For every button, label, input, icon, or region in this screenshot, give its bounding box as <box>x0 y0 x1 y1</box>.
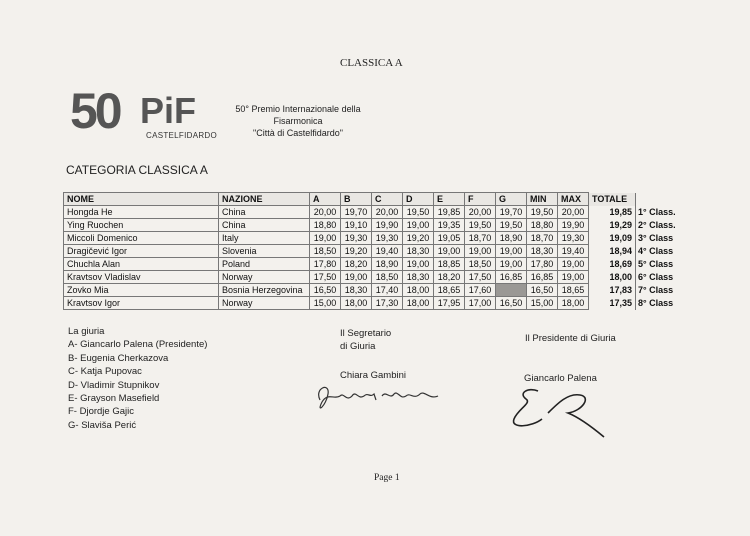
secretary-role-line: di Giuria <box>340 341 376 352</box>
score-cell: 19,20 <box>341 245 372 258</box>
table-row <box>64 258 680 271</box>
score-cell: 19,90 <box>372 219 403 232</box>
participant-nation: Bosnia Herzegovina <box>219 284 310 297</box>
jury-member: F- Djordje Gajic <box>68 406 134 418</box>
max-score: 19,00 <box>558 258 589 271</box>
participant-name: Miccoli Domenico <box>64 232 219 245</box>
col-header-max: MAX <box>558 193 589 206</box>
min-score: 17,80 <box>527 258 558 271</box>
col-header-a: A <box>310 193 341 206</box>
col-header-f: F <box>465 193 496 206</box>
secretary-signature <box>310 378 450 418</box>
score-cell: 18,00 <box>403 284 434 297</box>
category-title: CATEGORIA CLASSICA A <box>66 163 208 177</box>
col-header-b: B <box>341 193 372 206</box>
score-cell: 19,30 <box>372 232 403 245</box>
participant-name: Kravtsov Vladislav <box>64 271 219 284</box>
max-score: 18,00 <box>558 297 589 310</box>
min-score: 18,80 <box>527 219 558 232</box>
results-header-row <box>64 193 680 206</box>
score-cell: 16,50 <box>310 284 341 297</box>
min-score: 18,30 <box>527 245 558 258</box>
total-score: 18,69 <box>589 258 636 271</box>
secretary-name: Chiara Gambini <box>340 370 406 381</box>
col-header-e: E <box>434 193 465 206</box>
score-cell: 18,90 <box>372 258 403 271</box>
score-cell: 18,50 <box>310 245 341 258</box>
score-cell: 19,10 <box>341 219 372 232</box>
secretary-role-line: Il Segretario <box>340 328 392 339</box>
min-score: 15,00 <box>527 297 558 310</box>
score-cell: 19,50 <box>496 219 527 232</box>
score-cell: 18,20 <box>341 258 372 271</box>
score-cell: 19,00 <box>465 245 496 258</box>
score-cell: 19,30 <box>341 232 372 245</box>
score-cell: 18,90 <box>496 232 527 245</box>
total-score: 19,09 <box>589 232 636 245</box>
col-header-g: G <box>496 193 527 206</box>
score-cell: 18,50 <box>372 271 403 284</box>
total-score: 17,83 <box>589 284 636 297</box>
jury-member: B- Eugenia Cherkazova <box>68 352 169 364</box>
score-cell: 19,40 <box>372 245 403 258</box>
total-score: 19,85 <box>589 206 636 219</box>
score-cell: 19,50 <box>403 206 434 219</box>
ranking: 2° Class. <box>638 220 676 230</box>
table-row <box>64 232 680 245</box>
score-cell: 19,70 <box>341 206 372 219</box>
score-cell <box>496 284 527 297</box>
score-cell: 17,80 <box>310 258 341 271</box>
score-cell: 19,00 <box>496 245 527 258</box>
participant-name: Kravtsov Igor <box>64 297 219 310</box>
jury-list <box>68 325 207 432</box>
score-cell: 17,40 <box>372 284 403 297</box>
participant-name: Hongda He <box>64 206 219 219</box>
festival-logo <box>68 82 218 144</box>
ranking: 3° Class <box>638 233 674 243</box>
results-body <box>64 206 680 310</box>
score-cell: 20,00 <box>310 206 341 219</box>
ranking: 1° Class. <box>638 207 676 217</box>
table-row <box>64 219 680 232</box>
col-header-c: C <box>372 193 403 206</box>
score-cell: 19,05 <box>434 232 465 245</box>
score-cell: 18,65 <box>434 284 465 297</box>
score-cell: 18,30 <box>403 245 434 258</box>
president-name: Giancarlo Palena <box>524 373 597 384</box>
results-table <box>63 192 680 310</box>
score-cell: 19,35 <box>434 219 465 232</box>
col-header-min: MIN <box>527 193 558 206</box>
score-cell: 16,50 <box>496 297 527 310</box>
score-cell: 19,50 <box>465 219 496 232</box>
score-cell: 18,85 <box>434 258 465 271</box>
participant-nation: Poland <box>219 258 310 271</box>
min-score: 19,50 <box>527 206 558 219</box>
col-header-d: D <box>403 193 434 206</box>
score-cell: 15,00 <box>310 297 341 310</box>
participant-name: Dragičević Igor <box>64 245 219 258</box>
score-cell: 17,50 <box>465 271 496 284</box>
table-row <box>64 245 680 258</box>
jury-title: La giuria <box>68 326 105 337</box>
score-cell: 19,00 <box>341 271 372 284</box>
event-title <box>218 103 378 139</box>
jury-member: A- Giancarlo Palena (Presidente) <box>68 339 208 351</box>
total-score: 18,94 <box>589 245 636 258</box>
score-cell: 18,20 <box>434 271 465 284</box>
president-role: Il Presidente di Giuria <box>525 333 616 344</box>
participant-nation: Italy <box>219 232 310 245</box>
logo-subtitle: CASTELFIDARDO <box>146 131 218 140</box>
participant-nation: Slovenia <box>219 245 310 258</box>
score-cell: 17,95 <box>434 297 465 310</box>
table-row <box>64 206 680 219</box>
secretary-role <box>340 327 391 353</box>
max-score: 18,65 <box>558 284 589 297</box>
ranking: 4° Class <box>638 246 674 256</box>
score-cell: 17,30 <box>372 297 403 310</box>
score-cell: 18,50 <box>465 258 496 271</box>
score-cell: 18,00 <box>341 297 372 310</box>
table-row <box>64 284 680 297</box>
score-cell: 16,85 <box>496 271 527 284</box>
max-score: 19,00 <box>558 271 589 284</box>
jury-member: G- Slaviša Perić <box>68 419 137 431</box>
max-score: 19,90 <box>558 219 589 232</box>
score-cell: 17,60 <box>465 284 496 297</box>
score-cell: 19,20 <box>403 232 434 245</box>
jury-member: E- Grayson Masefield <box>68 393 160 405</box>
participant-nation: China <box>219 206 310 219</box>
participant-nation: Norway <box>219 271 310 284</box>
ranking: 6° Class <box>638 272 674 282</box>
event-title-line: "Città di Castelfidardo" <box>253 128 343 138</box>
score-cell: 18,80 <box>310 219 341 232</box>
score-cell: 20,00 <box>372 206 403 219</box>
event-title-line: 50° Premio Internazionale della <box>235 104 361 114</box>
participant-name: Zovko Mia <box>64 284 219 297</box>
score-cell: 19,70 <box>496 206 527 219</box>
max-score: 19,40 <box>558 245 589 258</box>
score-cell: 19,00 <box>496 258 527 271</box>
logo-number: 50 <box>70 83 120 139</box>
document-header: CLASSICA A <box>340 57 403 69</box>
score-cell: 18,00 <box>403 297 434 310</box>
score-cell: 19,00 <box>434 245 465 258</box>
col-header-name: NOME <box>64 193 219 206</box>
score-cell: 19,00 <box>310 232 341 245</box>
participant-name: Ying Ruochen <box>64 219 219 232</box>
page-number: Page 1 <box>374 473 400 483</box>
score-cell: 18,70 <box>465 232 496 245</box>
min-score: 16,50 <box>527 284 558 297</box>
min-score: 18,70 <box>527 232 558 245</box>
total-score: 18,00 <box>589 271 636 284</box>
table-row <box>64 271 680 284</box>
total-score: 19,29 <box>589 219 636 232</box>
min-score: 16,85 <box>527 271 558 284</box>
total-score: 17,35 <box>589 297 636 310</box>
score-cell: 18,30 <box>341 284 372 297</box>
score-cell: 17,00 <box>465 297 496 310</box>
logo-letters: PiF <box>140 90 197 131</box>
score-cell: 19,00 <box>403 219 434 232</box>
col-header-total: TOTALE <box>589 193 636 206</box>
score-cell: 20,00 <box>465 206 496 219</box>
col-header-rank <box>636 193 680 206</box>
max-score: 19,30 <box>558 232 589 245</box>
max-score: 20,00 <box>558 206 589 219</box>
ranking: 5° Class <box>638 259 674 269</box>
jury-member: C- Katja Pupovac <box>68 366 142 378</box>
event-title-line: Fisarmonica <box>273 116 323 126</box>
participant-name: Chuchla Alan <box>64 258 219 271</box>
score-cell: 17,50 <box>310 271 341 284</box>
jury-member: D- Vladimir Stupnikov <box>68 379 160 391</box>
table-row <box>64 297 680 310</box>
score-cell: 18,30 <box>403 271 434 284</box>
participant-nation: Norway <box>219 297 310 310</box>
score-cell: 19,00 <box>403 258 434 271</box>
ranking: 8° Class <box>638 298 674 308</box>
ranking: 7° Class <box>638 285 674 295</box>
president-signature <box>508 383 618 443</box>
col-header-nation: NAZIONE <box>219 193 310 206</box>
participant-nation: China <box>219 219 310 232</box>
score-cell: 19,85 <box>434 206 465 219</box>
